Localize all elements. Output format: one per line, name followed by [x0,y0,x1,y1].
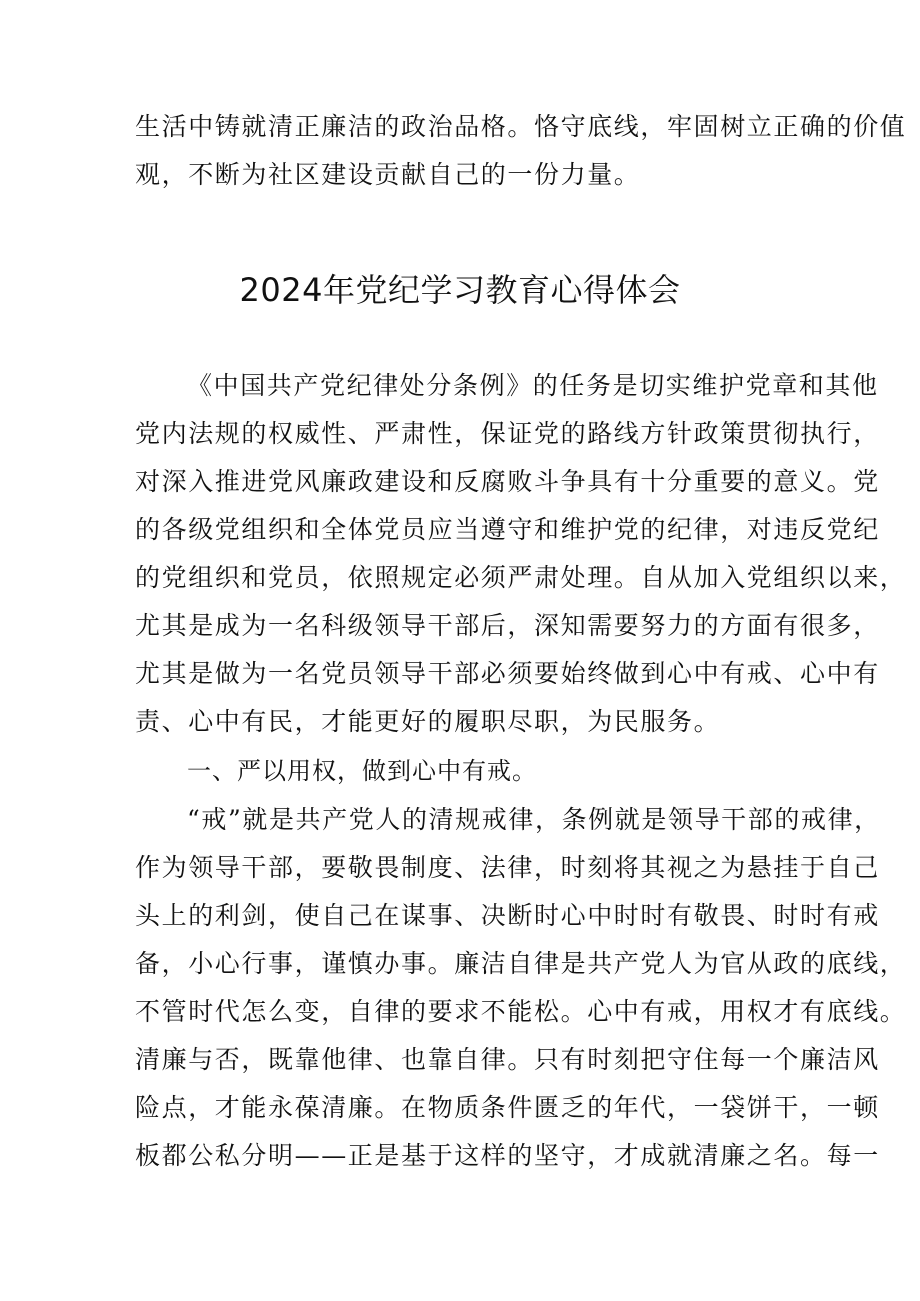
section-1-line-6: 清廉与否，既靠他律、也靠自律。只有时刻把守住每一个廉洁风 [135,1045,880,1074]
document-title: 2024年党纪学习教育心得体会 [239,271,681,309]
section-1-line-2: 作为领导干部，要敬畏制度、法律，时刻将其视之为悬挂于自己 [135,853,880,882]
section-1-heading: 一、严以用权，做到心中有戒。 [187,757,537,785]
section-1-line-4: 备，小心行事，谨慎办事。廉洁自律是共产党人为官从政的底线， [135,949,907,978]
section-1-line-5: 不管时代怎么变，自律的要求不能松。心中有戒，用权才有底线。 [135,997,907,1026]
section-1-line-3: 头上的利剑，使自己在谋事、决断时心中时时有敬畏、时时有戒 [135,901,880,930]
paragraph-1-line-2: 党内法规的权威性、严肃性，保证党的路线方针政策贯彻执行， [135,419,880,448]
section-1-line-1: “戒”就是共产党人的清规戒律，条例就是领导干部的戒律， [187,805,881,834]
paragraph-1-line-5: 的党组织和党员，依照规定必须严肃处理。自从加入党组织以来， [135,563,907,592]
section-1-line-8: 板都公私分明——正是基于这样的坚守，才成就清廉之名。每一 [135,1141,880,1170]
intro-line-1: 生活中铸就清正廉洁的政治品格。恪守底线，牢固树立正确的价值 [135,112,907,141]
intro-line-2: 观，不断为社区建设贡献自己的一份力量。 [135,160,641,189]
paragraph-1-line-6: 尤其是成为一名科级领导干部后，深知需要努力的方面有很多， [135,611,880,640]
paragraph-1-line-7: 尤其是做为一名党员领导干部必须要始终做到心中有戒、心中有 [135,659,880,688]
paragraph-1-line-8: 责、心中有民，才能更好的履职尽职，为民服务。 [135,707,721,736]
paragraph-1-line-3: 对深入推进党风廉政建设和反腐败斗争具有十分重要的意义。党 [135,467,880,496]
section-1-line-7: 险点，才能永葆清廉。在物质条件匮乏的年代，一袋饼干，一顿 [135,1093,880,1122]
paragraph-1-line-1: 《中国共产党纪律处分条例》的任务是切实维护党章和其他 [187,371,879,400]
paragraph-1-line-4: 的各级党组织和全体党员应当遵守和维护党的纪律，对违反党纪 [135,515,880,544]
